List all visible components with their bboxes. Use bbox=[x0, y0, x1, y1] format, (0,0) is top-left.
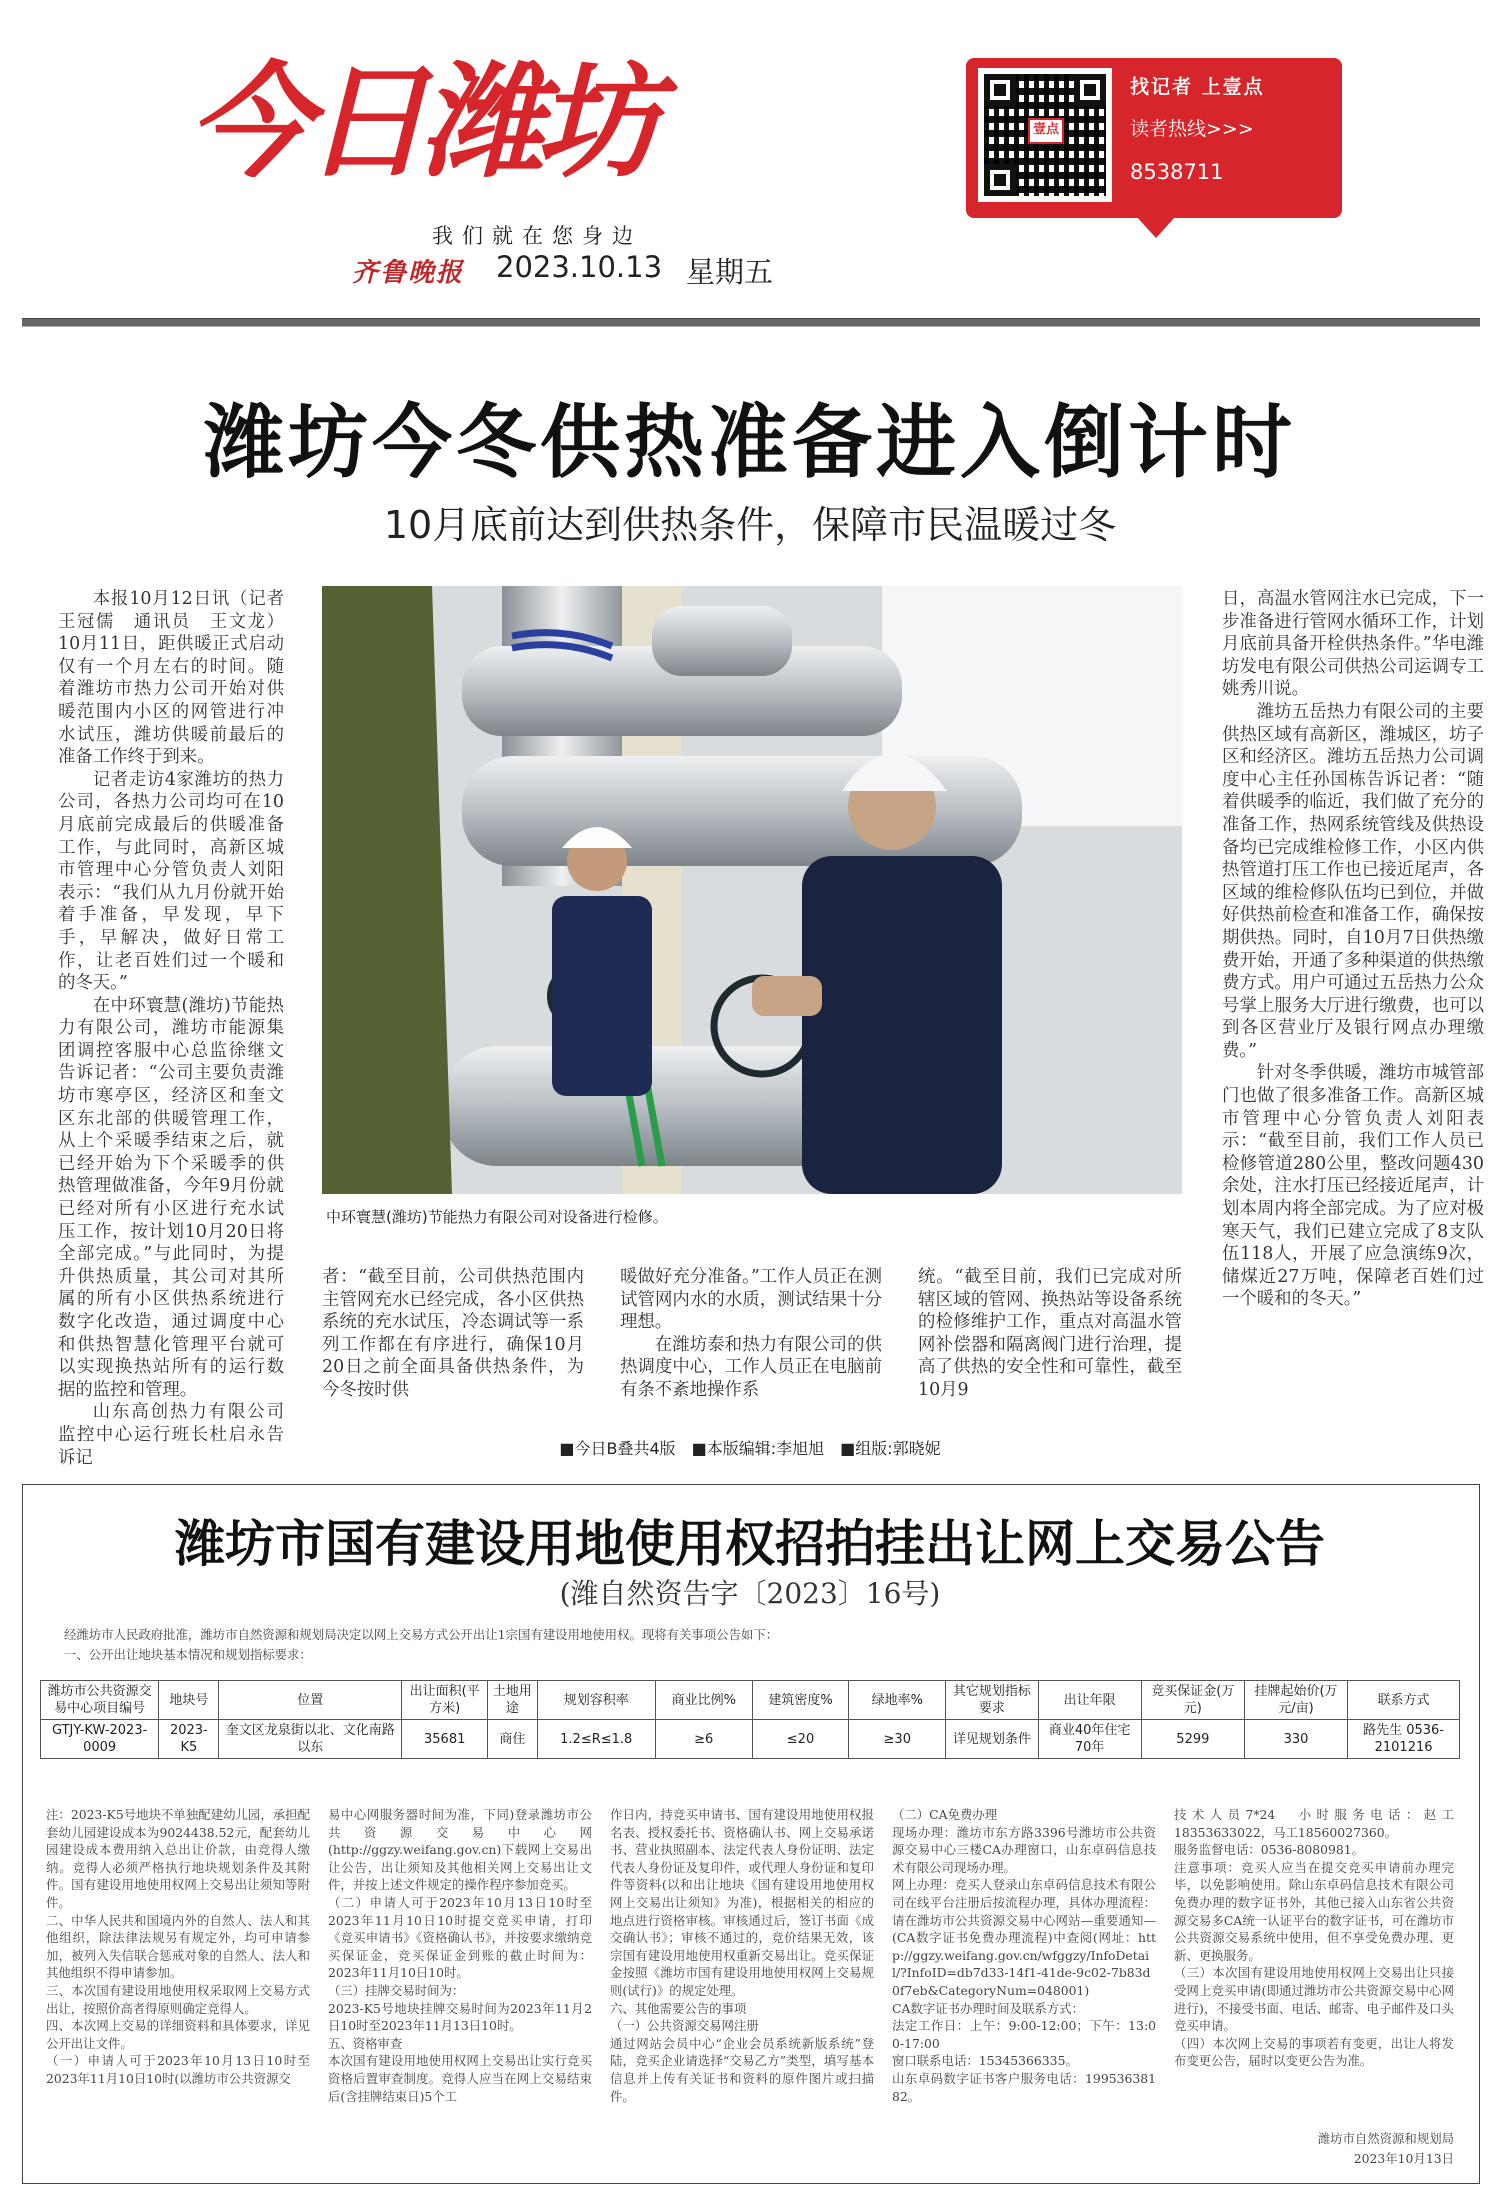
article-column-4 bbox=[1222, 588, 1484, 1404]
table-header: 建筑密度% bbox=[752, 1681, 849, 1720]
article-headline: 潍坊今冬供热准备进入倒计时 bbox=[204, 395, 1296, 489]
table-cell: 商业40年住宅70年 bbox=[1038, 1720, 1141, 1759]
paragraph: 在中环寰慧(潍坊)节能热力有限公司，潍坊市能源集团调控客服中心总监徐继文告诉记者：“公司主要负责潍坊市寒亭区，经济区和奎文区东北部的供暖管理工作，从上个采暖季结束之后，就已经开始为下个采暖季的供热管理做准备，今年9月份就已经对所有小区进行充水试压工作，按计划10月20日将全部完成。”与此同时，为提升供热质量，其公司对其所属的所有小区供热系统进行数字化改造，通过调度中心和供热智慧化管理平台就可以实现换热站所有的运行数据的监控和管理。 bbox=[58, 995, 284, 1400]
notice-date: 2023年10月13日 bbox=[1353, 2151, 1454, 2166]
table-cell: 商住 bbox=[488, 1720, 537, 1759]
table-header: 土地用途 bbox=[488, 1681, 537, 1720]
hotline-line1: 找记者 上壹点 bbox=[1130, 76, 1265, 98]
table-header: 联系方式 bbox=[1348, 1681, 1460, 1720]
table-cell: 330 bbox=[1244, 1720, 1347, 1759]
paragraph: 者：“截至目前，公司供热范围内主管网充水已经完成，各小区供热系统的充水试压，冷态调试等一系列工作都在有序进行，确保10月20日之前全面具备供热条件，为今冬按时供 bbox=[322, 1267, 584, 1400]
table-cell: 5299 bbox=[1141, 1720, 1244, 1759]
paragraph: 山东高创热力有限公司监控中心运行班长杜启永告诉记 bbox=[58, 1402, 284, 1468]
table-cell: GTJY-KW-2023-0009 bbox=[41, 1720, 159, 1759]
hotline-line2: 读者热线>>> bbox=[1130, 118, 1254, 140]
notice-signer: 潍坊市自然资源和规划局 bbox=[1317, 2131, 1454, 2146]
table-cell: 1.2≤R≤1.8 bbox=[537, 1720, 655, 1759]
issue-date: 2023.10.13 bbox=[496, 250, 663, 284]
table-cell: 路先生 0536-2101216 bbox=[1348, 1720, 1460, 1759]
paragraph: 潍坊五岳热力有限公司的主要供热区域有高新区，潍城区，坊子区和经济区。潍坊五岳热力公司调度中心主任孙国栋告诉记者：“随着供暖季的临近，我们做了充分的准备工作，热网系统管线及供热设备均已完成维检修工作，小区内供热管道打压工作也已接近尾声，各区域的维检修队伍均已到位，并做好供热前检查和准备工作，确保按期供热。同时，自10月7日供热缴费开始，开通了多种渠道的供热缴费方式。用户可通过五岳热力公众号掌上服务大厅进行缴费，也可以到各区营业厅及银行网点办理缴费。” bbox=[1222, 701, 1484, 1061]
land-table-wrap bbox=[40, 1680, 1460, 1759]
table-header: 其它规划指标要求 bbox=[946, 1681, 1038, 1720]
qr-center-label: 壹点 bbox=[1028, 118, 1064, 144]
table-header-row bbox=[41, 1681, 1460, 1720]
hotline-number: 8538711 bbox=[1130, 160, 1224, 184]
issue-weekday: 星期五 bbox=[686, 255, 774, 289]
article-column-b1 bbox=[322, 1266, 584, 1406]
table-header: 竞买保证金(万元) bbox=[1141, 1681, 1244, 1720]
table-header: 出让面积(平方米) bbox=[402, 1681, 488, 1720]
notice-column-5: 技术人员7*24 小时服务电话：赵工18353633022，马工18560027360。 服务监督电话：0536-8080981。 注意事项：竞买人应当在提交竞买申请前办理完毕，以免影响使用。除山东卓码信息技术有限公司免费办理的数字证书外，其他已接入山东省公共资源交易多CA统一认证平台的数字证书，可在潍坊市公共资源交易系统中使用，但不享受免费办理、更新、更换服务。 （三）本次国有建设用地使用权网上交易出让只接受网上竞买申请(即通过潍坊市公共资源交易中心网进行)，不接受书面、电话、邮寄、电子邮件及口头竞买申请。 （四）本次网上交易的事项若有变更，出让人将发布变更公告，届时以变更公告为准。 bbox=[1174, 1807, 1454, 2069]
paragraph: 记者走访4家潍坊的热力公司，各热力公司均可在10月底前完成最后的供暖准备工作，与此同时，高新区城市管理中心分管负责人刘阳表示：“我们从九月份就开始着手准备，早发现，早下手，早解决，做好日常工作，让老百姓们过一个暖和的冬天。” bbox=[58, 769, 284, 994]
paragraph: 本报10月12日讯（记者 王冠儒 通讯员 王文龙）10月11日，距供暖正式启动仅有一个月左右的时间。随着潍坊市热力公司开始对供暖范围内小区的网管进行冲水试压，潍坊供暖前最后的准备工作终于到来。 bbox=[58, 589, 302, 768]
table-cell: ≥30 bbox=[849, 1720, 946, 1759]
table-header: 绿地率% bbox=[849, 1681, 946, 1720]
masthead-divider bbox=[22, 318, 1480, 327]
article-photo bbox=[322, 586, 1182, 1194]
paragraph: 统。“截至目前，我们已完成对所辖区域的管网、换热站等设备系统的检修维护工作，重点对高温水管网补偿器和隔离阀门进行治理，提高了供热的安全性和可靠性，截至10月9 bbox=[918, 1267, 1182, 1400]
table-cell: ≤20 bbox=[752, 1720, 849, 1759]
table-header: 商业比例% bbox=[655, 1681, 752, 1720]
paragraph: 暖做好充分准备。”工作人员正在测试管网内水的水质，测试结果十分理想。 bbox=[620, 1267, 882, 1333]
slogan: 我们就在您身边 bbox=[432, 224, 642, 248]
brand-name: 齐鲁晚报 bbox=[352, 258, 465, 288]
table-header: 出让年限 bbox=[1038, 1681, 1141, 1720]
table-cell: ≥6 bbox=[655, 1720, 752, 1759]
notice-intro: 经潍坊市人民政府批准，潍坊市自然资源和规划局决定以网上交易方式公开出让1宗国有建设用地使用权。现将有关事项公告如下： bbox=[64, 1627, 779, 1642]
reader-hotline-box bbox=[966, 58, 1342, 218]
notice-section-1: 一、公开出让地块基本情况和规划指标要求： bbox=[64, 1647, 312, 1662]
article-subheadline: 10月底前达到供热条件，保障市民温暖过冬 bbox=[383, 503, 1117, 547]
qr-code-icon[interactable] bbox=[978, 68, 1112, 202]
boiler-room-workers-image bbox=[322, 586, 1182, 1194]
table-header: 挂牌起始价(万元/亩) bbox=[1244, 1681, 1347, 1720]
table-cell: 奎文区龙泉街以北、文化南路以东 bbox=[219, 1720, 402, 1759]
table-cell: 2023-K5 bbox=[159, 1720, 219, 1759]
notice-column-3: 作日内，持竞买申请书、国有建设用地使用权报名表、授权委托书、资格确认书、网上交易承诺书、营业执照副本、法定代表人身份证明、法定代表人身份证及复印件，或代理人身份证和复印件等资料(以和出让地块《国有建设用地使用权网上交易出让须知》为准)，根据相关的相应的地点进行资格审核。审核通过后，签订书面《成交确认书》；审核不通过的，竞价结果无效，该宗国有建设用地使用权重新交易出让。竞买保证金按照《潍坊市国有建设用地使用权网上交易规则(试行)》的规定处理。 六、其他需要公告的事项 （一）公共资源交易网注册 通过网站会员中心“企业会员系统新版系统”登陆，竞买企业请选择“交易乙方”类型，填写基本信息并上传有关证书和资料的原件图片或扫描件。 bbox=[610, 1807, 874, 2104]
article-column-1 bbox=[58, 588, 302, 1468]
article-column-b2 bbox=[620, 1266, 882, 1406]
article-column-b3 bbox=[918, 1266, 1182, 1406]
paragraph: 针对冬季供暖，潍坊市城管部门也做了很多准备工作。高新区城市管理中心分管负责人刘阳表示：“截至目前，我们工作人员已检修管道280公里，整改问题430余处，注水打压已经接近尾声，计划本周内将全部完成。为了应对极寒天气，我们已建立完成了8支队伍118人，开展了应急演练9次，储煤近27万吨，保障老百姓们过一个暖和的冬天。” bbox=[1222, 1063, 1484, 1310]
land-info-table bbox=[40, 1680, 1460, 1759]
table-header: 规划容积率 bbox=[537, 1681, 655, 1720]
table-cell: 详见规划条件 bbox=[946, 1720, 1038, 1759]
table-header: 位置 bbox=[219, 1681, 402, 1720]
notice-column-4: （二）CA免费办理 现场办理：潍坊市东方路3396号潍坊市公共资源交易中心三楼CA办理窗口，山东卓码信息技术有限公司现场办理。 网上办理：竞买人登录山东卓码信息技术有限公司在线平台注册后按流程办理，具体办理流程：请在潍坊市公共资源交易中心网站—重要通知—(CA数字证书免费办理流程)中查阅(网址：http://ggzy.weifang.gov.cn/wfggzy/InfoDetail/?InfoID=db7d33-14f1-41de-9c02-7b83d0f7eb&CategoryNum=048001) CA数字证书办理时间及联系方式： 法定工作日：上午：9:00-12:00；下午：13:00-17:00 窗口联系电话：15345366335。 山东卓码数字证书客户服务电话：19953638182。 bbox=[892, 1807, 1156, 2104]
notice-number: (潍自然资告字〔2023〕16号) bbox=[559, 1577, 941, 1610]
paragraph: 在潍坊泰和热力有限公司的供热调度中心，工作人员正在电脑前有条不紊地操作系 bbox=[620, 1334, 882, 1400]
table-row bbox=[41, 1720, 1460, 1759]
newspaper-logo: 今日潍坊 bbox=[188, 51, 653, 195]
paragraph: 日，高温水管网注水已完成，下一步准备进行管网水循环工作，计划月底前具备开栓供热条件。”华电潍坊发电有限公司供热公司运调专工姚秀川说。 bbox=[1222, 589, 1484, 700]
photo-caption: 中环寰慧(潍坊)节能热力有限公司对设备进行检修。 bbox=[326, 1208, 668, 1226]
editor-credits: ■今日B叠共4版 ■本版编辑:李旭旭 ■组版:郭晓妮 bbox=[559, 1439, 941, 1458]
table-cell: 35681 bbox=[402, 1720, 488, 1759]
notice-title: 潍坊市国有建设用地使用权招拍挂出让网上交易公告 bbox=[175, 1514, 1325, 1573]
notice-column-1: 注：2023-K5号地块不单独配建幼儿园，承担配套幼儿园建设成本为9024438.52元，配套幼儿园建设成本费用纳入总出让价款，由竞得人缴纳。竞得人必须严格执行地块规划条件及其附件。国有建设用地使用权网上交易出让须知等附件。 二、中华人民共和国境内外的自然人、法人和其他组织，除法律法规另有规定外，均可申请参加，被列入失信联合惩戒对象的自然人、法人和其他组织不得申请参加。 三、本次国有建设用地使用权采取网上交易方式出让，按照价高者得原则确定竞得人。 四、本次网上交易的详细资料和具体要求，详见公开出让文件。 （一）申请人可于2023年10月13日10时至2023年11月10日10时(以潍坊市公共资源交 bbox=[46, 1807, 310, 2086]
notice-column-2: 易中心网服务器时间为准，下同)登录潍坊市公共资源交易中心网(http://ggzy.weifang.gov.cn)下载网上交易出让公告，出让须知及其他相关网上交易出让文件，并按上述文件规定的操作程序参加竞买。 （二）申请人可于2023年10月13日10时至2023年11月10日10时提交竞买申请，打印《竞买申请书》《资格确认书》，并按要求缴纳竞买保证金，竞买保证金到账的截止时间为：2023年11月10日10时。 （三）挂牌交易时间为： 2023-K5号地块挂牌交易时间为2023年11月2日10时至2023年11月13日10时。 五、资格审查 本次国有建设用地使用权网上交易出让实行竞买资格后置审查制度。竞得人应当在网上交易结束后(含挂牌结束日)5个工 bbox=[328, 1807, 592, 2104]
table-header: 地块号 bbox=[159, 1681, 219, 1720]
table-header: 潍坊市公共资源交易中心项目编号 bbox=[41, 1681, 159, 1720]
